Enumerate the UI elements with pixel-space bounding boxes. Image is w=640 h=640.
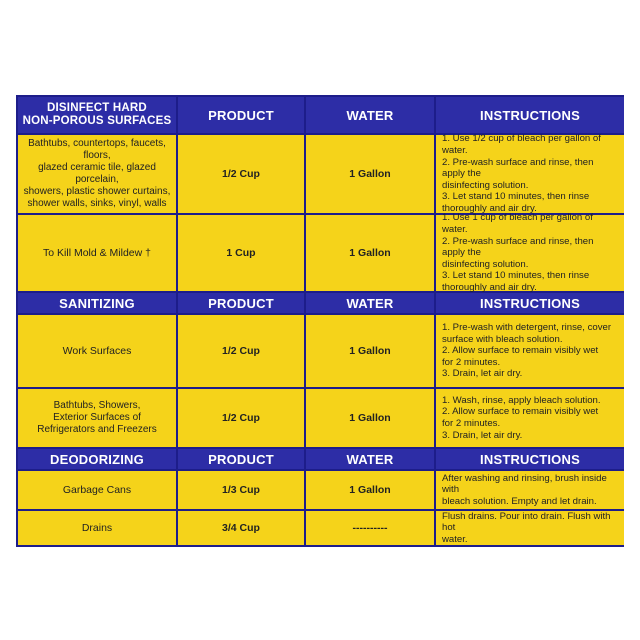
surface-cell	[18, 471, 176, 509]
surface-line: glazed ceramic tile, glazed porcelain,	[38, 162, 156, 185]
instructions-cell	[436, 471, 624, 509]
product-amount: 1/2 Cup	[178, 389, 304, 447]
instruction-line: disinfecting solution.	[442, 179, 529, 191]
product-heading: PRODUCT	[178, 97, 304, 133]
surface-line: shower walls, sinks, vinyl, walls	[27, 198, 167, 209]
instruction-line: surface with bleach solution.	[442, 333, 563, 345]
water-heading: WATER	[306, 97, 434, 133]
surface-line: Refrigerators and Freezers	[37, 424, 157, 435]
surface-cell	[18, 215, 176, 291]
category-heading: DEODORIZING	[18, 449, 176, 469]
instruction-line: 1. Use 1/2 cup of bleach per gallon of water.	[442, 133, 601, 157]
category-heading-line: NON-POROUS SURFACES	[22, 115, 172, 127]
surface-line: Bathtubs, countertops, faucets, floors,	[28, 138, 166, 161]
surface-line: Bathtubs, Showers,	[53, 400, 141, 411]
instructions-heading: INSTRUCTIONS	[436, 293, 624, 313]
instructions-heading: INSTRUCTIONS	[436, 449, 624, 469]
surface-line: Exterior Surfaces of	[53, 412, 141, 423]
surface-cell	[18, 511, 176, 545]
category-heading	[18, 97, 176, 133]
instructions-heading: INSTRUCTIONS	[436, 97, 624, 133]
instruction-line: water.	[442, 533, 468, 545]
product-heading: PRODUCT	[178, 449, 304, 469]
table-row	[16, 471, 624, 509]
instruction-line: Flush drains. Pour into drain. Flush with hot	[442, 510, 611, 534]
surface-line: Garbage Cans	[62, 484, 132, 496]
instruction-line: 3. Drain, let air dry.	[442, 429, 523, 441]
section-header-sanitizing	[16, 293, 624, 313]
instruction-line: 3. Let stand 10 minutes, then rinse	[442, 191, 590, 203]
table-row	[16, 315, 624, 387]
product-amount: 3/4 Cup	[178, 511, 304, 545]
table-row	[16, 135, 624, 213]
instructions-cell	[436, 315, 624, 387]
instruction-line: 2. Allow surface to remain visibly wet	[442, 406, 599, 418]
instruction-line: After washing and rinsing, brush inside with	[442, 472, 607, 496]
product-amount: 1/2 Cup	[178, 135, 304, 213]
instruction-line: 3. Drain, let air dry.	[442, 368, 523, 380]
instructions-cell	[436, 135, 624, 213]
instruction-line: 2. Allow surface to remain visibly wet	[442, 345, 599, 357]
water-amount: 1 Gallon	[306, 215, 434, 291]
section-header-disinfect	[16, 97, 624, 133]
product-amount: 1 Cup	[178, 215, 304, 291]
table-row	[16, 389, 624, 447]
water-amount: 1 Gallon	[306, 389, 434, 447]
instruction-line: 1. Pre-wash with detergent, rinse, cover	[442, 322, 612, 334]
table-row	[16, 212, 624, 293]
surface-line: Drains	[81, 522, 113, 534]
instruction-line: for 2 minutes.	[442, 418, 501, 429]
category-heading: SANITIZING	[18, 293, 176, 313]
instruction-line: 3. Let stand 10 minutes, then rinse	[442, 270, 590, 282]
surface-line: Work Surfaces	[62, 345, 132, 357]
instruction-line: for 2 minutes.	[442, 356, 501, 368]
water-amount: 1 Gallon	[306, 135, 434, 213]
table-row	[16, 511, 624, 545]
water-amount: 1 Gallon	[306, 315, 434, 387]
instruction-line: 1. Use 1 cup of bleach per gallon of water.	[442, 212, 593, 236]
instruction-line: thoroughly and air dry.	[442, 281, 537, 293]
instruction-line: 2. Pre-wash surface and rinse, then apply the	[442, 235, 594, 259]
instructions-cell	[436, 389, 624, 447]
surface-cell	[18, 315, 176, 387]
surface-line: To Kill Mold & Mildew †	[43, 247, 151, 259]
instruction-line: thoroughly and air dry.	[442, 202, 537, 214]
water-heading: WATER	[306, 449, 434, 469]
surface-cell	[18, 135, 176, 213]
product-amount: 1/3 Cup	[178, 471, 304, 509]
water-amount: ----------	[306, 511, 434, 545]
product-amount: 1/2 Cup	[178, 315, 304, 387]
section-header-deodorizing	[16, 449, 624, 469]
category-heading-line: DISINFECT HARD	[47, 102, 147, 114]
surface-cell	[18, 389, 176, 447]
instruction-line: 2. Pre-wash surface and rinse, then apply the	[442, 156, 594, 180]
instruction-line: bleach solution. Empty and let drain.	[442, 495, 597, 507]
instructions-cell	[436, 511, 624, 545]
instructions-cell	[436, 212, 624, 293]
instruction-line: disinfecting solution.	[442, 258, 529, 270]
surface-line: showers, plastic shower curtains,	[23, 186, 171, 197]
water-heading: WATER	[306, 293, 434, 313]
water-amount: 1 Gallon	[306, 471, 434, 509]
instruction-line: 1. Wash, rinse, apply bleach solution.	[442, 394, 601, 406]
bleach-usage-table	[16, 95, 624, 547]
product-heading: PRODUCT	[178, 293, 304, 313]
